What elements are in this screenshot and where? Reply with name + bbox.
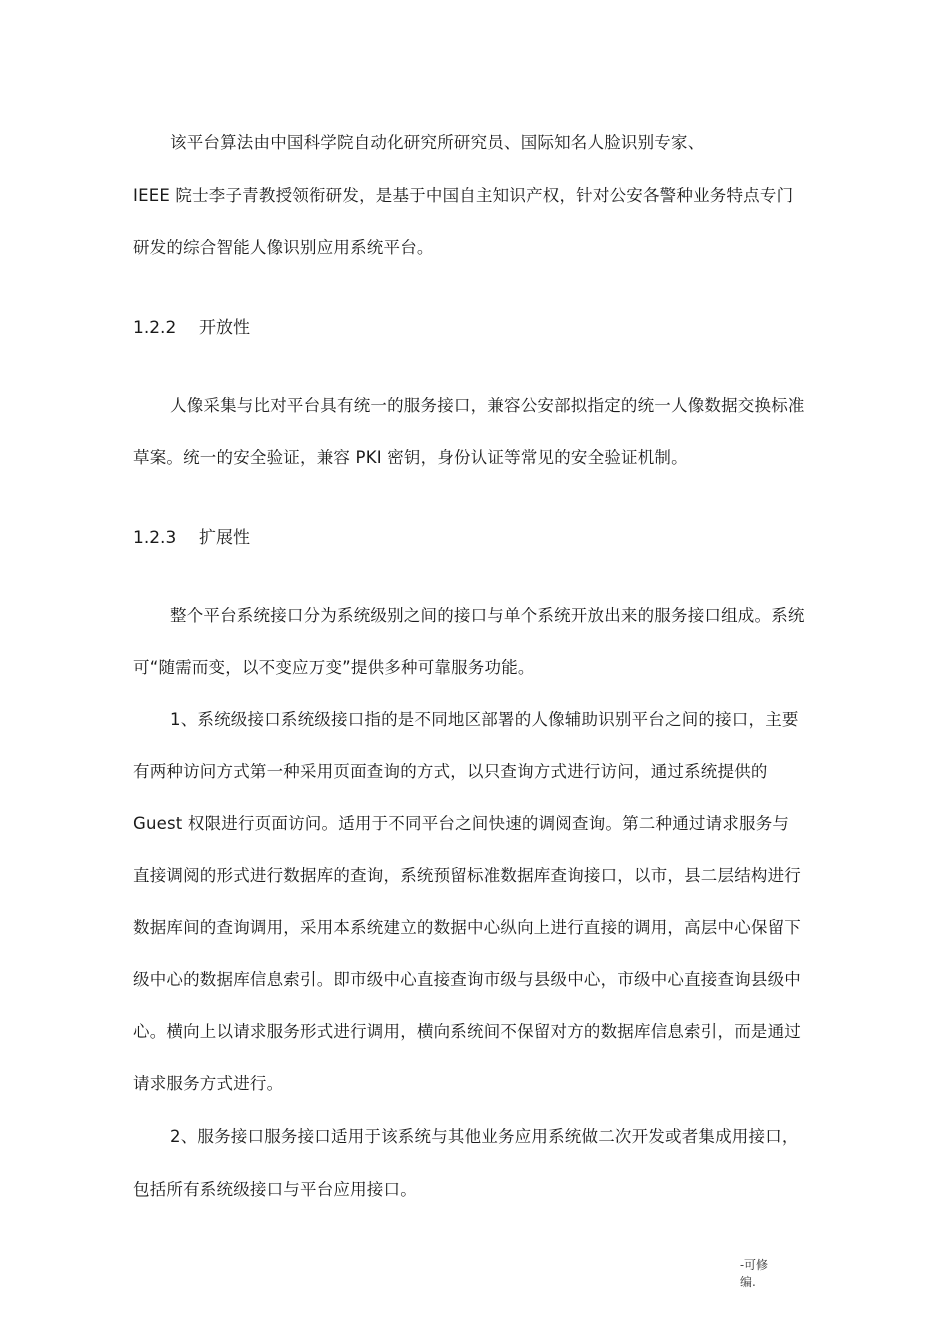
paragraph-line: 直接调阅的形式进行数据库的查询，系统预留标准数据库查询接口，以市，县二层结构进行	[133, 866, 801, 885]
paragraph-line: 研发的综合智能人像识别应用系统平台。	[133, 238, 434, 257]
paragraph-line: 1、系统级接口系统级接口指的是不同地区部署的人像辅助识别平台之间的接口，主要	[170, 710, 799, 729]
section-heading-1-2-2	[133, 316, 250, 340]
paragraph-line: 草案。统一的安全验证，兼容 PKI 密钥，身份认证等常见的安全验证机制。	[133, 448, 688, 467]
paragraph-line: 整个平台系统接口分为系统级别之间的接口与单个系统开放出来的服务接口组成。系统	[170, 606, 805, 625]
paragraph-line: 心。横向上以请求服务形式进行调用，横向系统间不保留对方的数据库信息索引，而是通过	[133, 1022, 801, 1041]
paragraph-line: 请求服务方式进行。	[133, 1074, 284, 1093]
paragraph-line: 可“随需而变，以不变应万变”提供多种可靠服务功能。	[133, 658, 535, 677]
paragraph-line: 有两种访问方式第一种采用页面查询的方式，以只查询方式进行访问，通过系统提供的	[133, 762, 768, 781]
paragraph-line: 人像采集与比对平台具有统一的服务接口，兼容公安部拟指定的统一人像数据交换标准	[170, 396, 805, 415]
section-title: 扩展性	[199, 528, 250, 548]
paragraph-line: 级中心的数据库信息索引。即市级中心直接查询市级与县级中心，市级中心直接查询县级中	[133, 970, 801, 989]
section-heading-1-2-3	[133, 526, 250, 550]
footer-note	[740, 1257, 768, 1291]
section-number: 1.2.3	[133, 528, 177, 548]
section-number: 1.2.2	[133, 318, 177, 338]
paragraph-line: 2、服务接口服务接口适用于该系统与其他业务应用系统做二次开发或者集成用接口，	[170, 1127, 799, 1146]
paragraph-line: 数据库间的查询调用，采用本系统建立的数据中心纵向上进行直接的调用，高层中心保留下	[133, 918, 801, 937]
footer-line: -可修	[740, 1258, 769, 1272]
section-title: 开放性	[199, 318, 250, 338]
paragraph-line: 包括所有系统级接口与平台应用接口。	[133, 1180, 417, 1199]
paragraph-line: 该平台算法由中国科学院自动化研究所研究员、国际知名人脸识别专家、	[170, 133, 705, 152]
footer-line: 编.	[740, 1275, 756, 1289]
paragraph-line: Guest 权限进行页面访问。适用于不同平台之间快速的调阅查询。第二种通过请求服务与	[133, 814, 790, 833]
paragraph-line: IEEE 院士李子青教授领衔研发，是基于中国自主知识产权，针对公安各警种业务特点专门	[133, 186, 794, 205]
